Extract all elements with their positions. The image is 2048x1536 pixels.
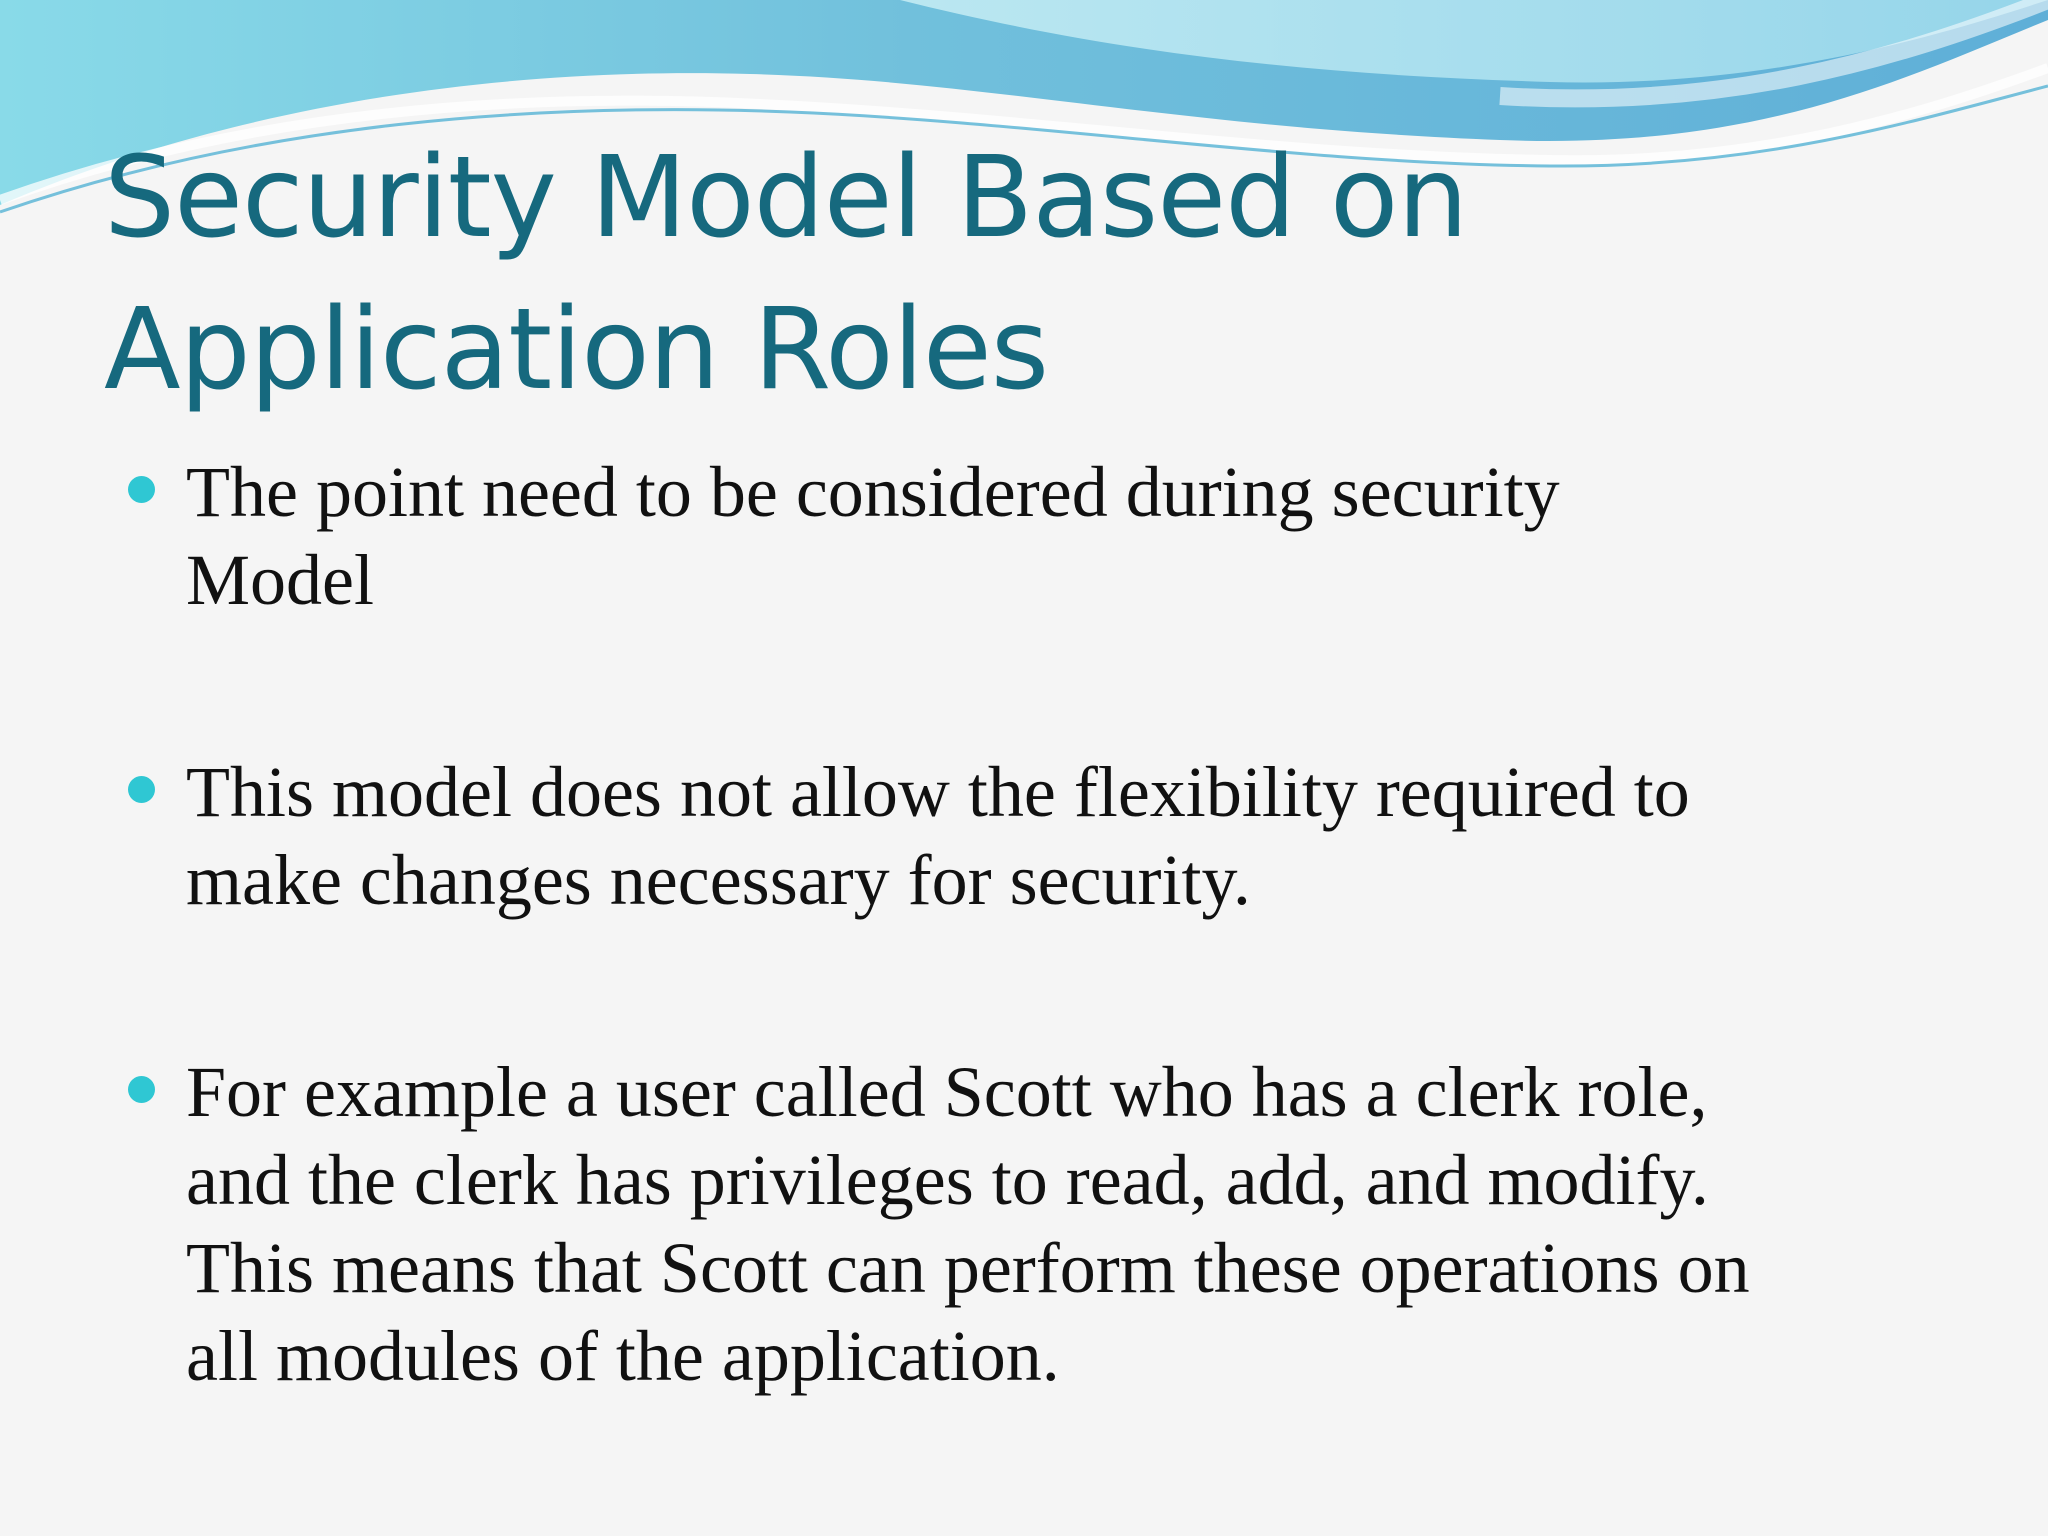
bullet-text-line: and the clerk has privileges to read, add, and modify. — [186, 1140, 1709, 1220]
bullet-dot-icon — [128, 476, 155, 503]
bullet-item — [128, 748, 1988, 924]
bullet-dot-icon — [128, 1076, 155, 1103]
bullet-text-line: This means that Scott can perform these operations on — [186, 1228, 1750, 1308]
bullet-item — [128, 1048, 1988, 1400]
bullet-list — [128, 448, 1988, 1400]
bullet-text-line: This model does not allow the flexibility required to — [186, 752, 1690, 832]
bullet-text-line: For example a user called Scott who has a clerk role, — [186, 1052, 1708, 1132]
title-line: Application Roles — [104, 285, 1049, 415]
title-line: Security Model Based on — [104, 133, 1468, 263]
bullet-item — [128, 448, 1988, 624]
bullet-text-line: all modules of the application. — [186, 1316, 1060, 1396]
bullet-text-line: make changes necessary for security. — [186, 840, 1251, 920]
bullet-dot-icon — [128, 776, 155, 803]
slide-title — [104, 122, 1904, 426]
bullet-text-line: The point need to be considered during security — [186, 452, 1560, 532]
bullet-text-line: Model — [186, 540, 374, 620]
